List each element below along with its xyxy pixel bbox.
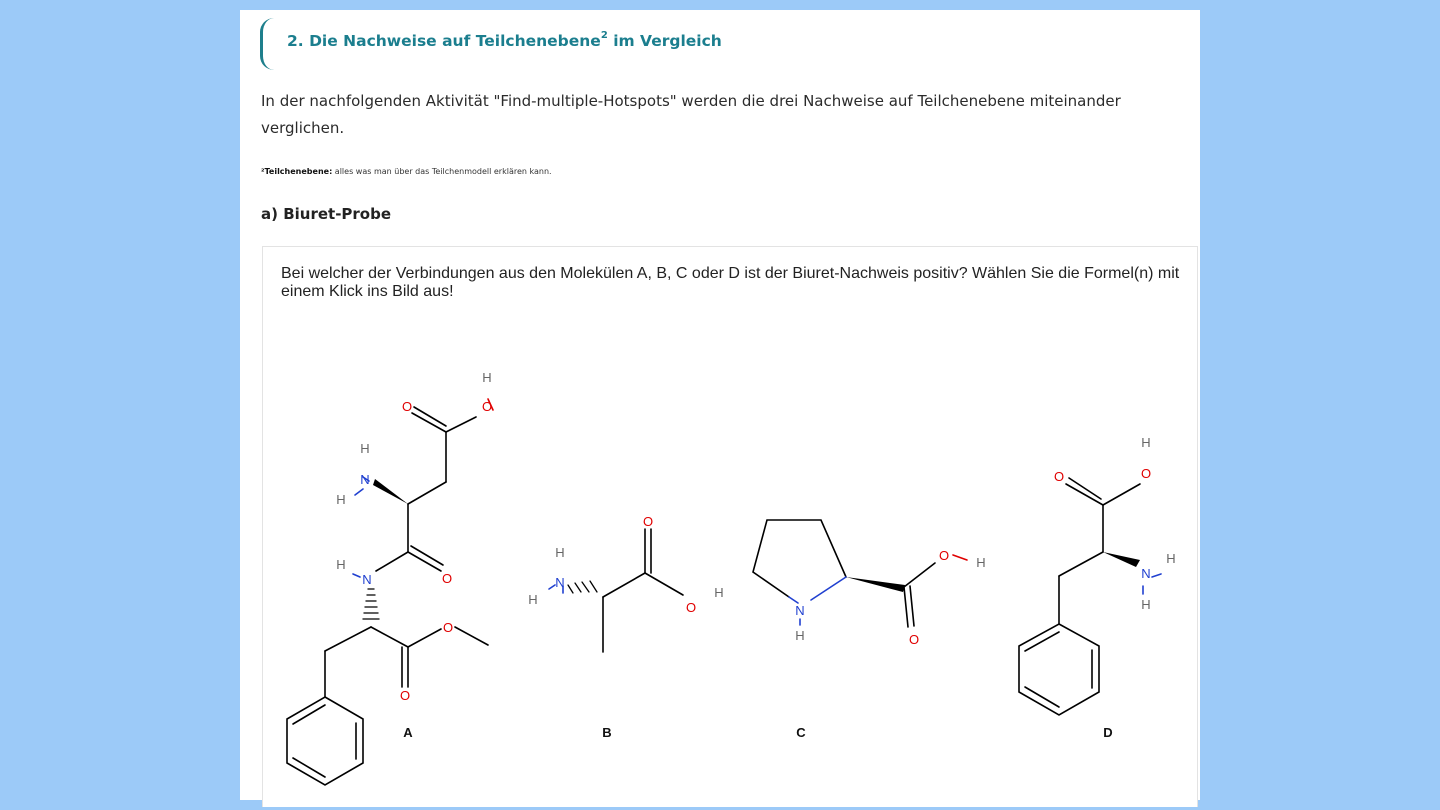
molecule-d[interactable] bbox=[1019, 478, 1161, 715]
atom-label-a-o1: O bbox=[401, 399, 413, 414]
molecule-b[interactable] bbox=[549, 529, 683, 652]
atom-label-a-h4: H bbox=[336, 557, 346, 572]
intro-paragraph: In der nachfolgenden Aktivität "Find-multiple-Hotspots" werden die drei Nachweise auf Teilchenebene miteinander verglichen. bbox=[261, 92, 1121, 137]
atom-label-d-o1: O bbox=[1140, 466, 1152, 481]
atom-label-b-o2: O bbox=[685, 600, 697, 615]
footnote bbox=[261, 167, 552, 176]
molecule-c[interactable] bbox=[753, 520, 967, 627]
hotspot-activity bbox=[262, 246, 1198, 807]
atom-label-d-o2: O bbox=[1053, 469, 1065, 484]
atom-label-b-n: N bbox=[555, 575, 565, 590]
molecule-label-a: A bbox=[403, 725, 413, 740]
atom-label-a-h1: H bbox=[482, 370, 492, 385]
atom-label-b-h3: H bbox=[714, 585, 724, 600]
atom-label-a-h2: H bbox=[360, 441, 370, 456]
footnote-text: alles was man über das Teilchenmodell erklären kann. bbox=[332, 167, 552, 176]
atom-label-c-h1: H bbox=[795, 628, 805, 643]
atom-label-d-n: N bbox=[1141, 566, 1151, 581]
molecule-a[interactable] bbox=[287, 399, 493, 785]
atom-label-d-h1: H bbox=[1141, 435, 1151, 450]
question-text: Bei welcher der Verbindungen aus den Molekülen A, B, C oder D ist der Biuret-Nachweis positiv? Wählen Sie die Formel(n) mit einem Klick ins Bild aus! bbox=[281, 265, 1180, 300]
atom-label-a-n2: N bbox=[362, 572, 372, 587]
atom-label-a-n1: N bbox=[360, 472, 370, 487]
atom-label-a-o5: O bbox=[399, 688, 411, 703]
hotspot-image[interactable] bbox=[263, 247, 1197, 807]
atom-label-c-o1: O bbox=[938, 548, 950, 563]
section-bracket bbox=[260, 18, 275, 70]
atom-label-a-o4: O bbox=[442, 620, 454, 635]
atom-label-c-n: N bbox=[795, 603, 805, 618]
molecule-label-b: B bbox=[602, 725, 612, 740]
atom-label-d-h2: H bbox=[1166, 551, 1176, 566]
subheading-biuret: a) Biuret-Probe bbox=[261, 205, 392, 223]
atom-label-b-h1: H bbox=[555, 545, 565, 560]
footnote-marker: 2 bbox=[600, 30, 608, 41]
atom-label-a-h3: H bbox=[336, 492, 346, 507]
atom-label-c-o2: O bbox=[908, 632, 920, 647]
content-page bbox=[240, 10, 1200, 800]
atom-label-c-h2: H bbox=[976, 555, 986, 570]
atom-label-a-o2: O bbox=[481, 399, 493, 414]
footnote-term: ²Teilchenebene: bbox=[261, 167, 333, 176]
section-title: 2. Die Nachweise auf Teilchenebene$^2$ im Vergleich bbox=[287, 30, 722, 51]
molecule-label-d: D bbox=[1103, 725, 1113, 740]
atom-label-d-h3: H bbox=[1141, 597, 1151, 612]
atom-label-b-o1: O bbox=[642, 514, 654, 529]
atom-label-a-o3: O bbox=[441, 571, 453, 586]
atom-label-b-h2: H bbox=[528, 592, 538, 607]
molecule-label-c: C bbox=[796, 725, 806, 740]
